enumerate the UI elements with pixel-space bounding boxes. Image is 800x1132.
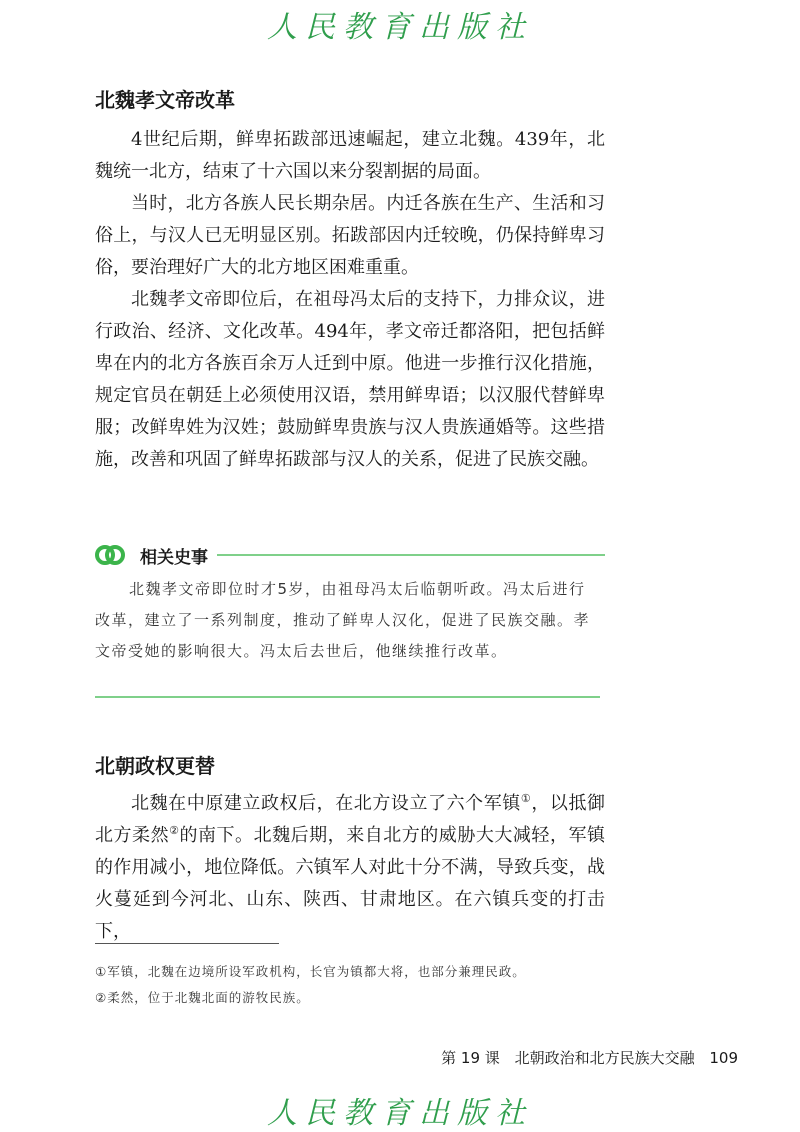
section-title-regime-change: 北朝政权更替: [95, 754, 215, 778]
lesson-number: 第 19 课: [441, 1049, 500, 1067]
publisher-logo-bottom: 人民教育出版社: [267, 1096, 533, 1131]
footnote-ref: ①: [520, 792, 532, 805]
divider: [95, 696, 600, 698]
footnote-ref: ②: [169, 824, 180, 837]
paragraph: 当时，北方各族人民长期杂居。内迁各族在生产、生活和习俗上，与汉人已无明显区别。拓跋部因内迁较晚，仍保持鲜卑习俗，要治理好广大的北方地区困难重重。: [95, 193, 605, 278]
text-run: 的南下。北魏后期，来自北方的威胁大大减轻，军镇的作用减小，地位降低。六镇军人对此十分不满，导致兵变，战火蔓延到今河北、山东、陕西、甘肃地区。在六镇兵变的打击下，: [95, 825, 605, 942]
page-number: 109: [709, 1049, 738, 1067]
footnote: ①军镇，北魏在边境所设军政机构，长官为镇都大将，也部分兼理民政。: [95, 964, 526, 979]
footnote-rule: [95, 943, 279, 944]
divider: [217, 554, 605, 556]
paragraph: [95, 788, 605, 948]
related-history-header: [95, 540, 605, 570]
text-run: ，以抵御北方柔然: [95, 793, 606, 846]
footnote: ②柔然，位于北魏北面的游牧民族。: [95, 990, 310, 1005]
paragraph: 北魏孝文帝即位后，在祖母冯太后的支持下，力排众议，进行政治、经济、文化改革。494年，孝文帝迁都洛阳，把包括鲜卑在内的北方各族百余万人迁到中原。他进一步推行汉化措施，规定官员在朝廷上必须使用汉语，禁用鲜卑语；以汉服代替鲜卑服；改鲜卑姓为汉姓；鼓励鲜卑贵族与汉人贵族通婚等。这些措施，改善和巩固了鲜卑拓跋部与汉人的关系，促进了民族交融。: [95, 289, 605, 470]
publisher-logo-top: 人民教育出版社: [267, 10, 533, 45]
running-head: [431, 1047, 738, 1068]
related-history-icon: [95, 540, 125, 570]
section-title-reform: 北魏孝文帝改革: [95, 88, 235, 112]
related-history-label: 相关史事: [140, 548, 208, 568]
lesson-title: 北朝政治和北方民族大交融: [514, 1049, 695, 1067]
text-run: 北魏在中原建立政权后，在北方设立了六个军镇: [131, 793, 521, 814]
paragraph: 4世纪后期，鲜卑拓跋部迅速崛起，建立北魏。439年，北魏统一北方，结束了十六国以来分裂割据的局面。: [95, 129, 605, 182]
related-history-text: 北魏孝文帝即位时才5岁，由祖母冯太后临朝听政。冯太后进行改革，建立了一系列制度，推动了鲜卑人汉化，促进了民族交融。孝文帝受她的影响很大。冯太后去世后，他继续推行改革。: [95, 580, 591, 660]
